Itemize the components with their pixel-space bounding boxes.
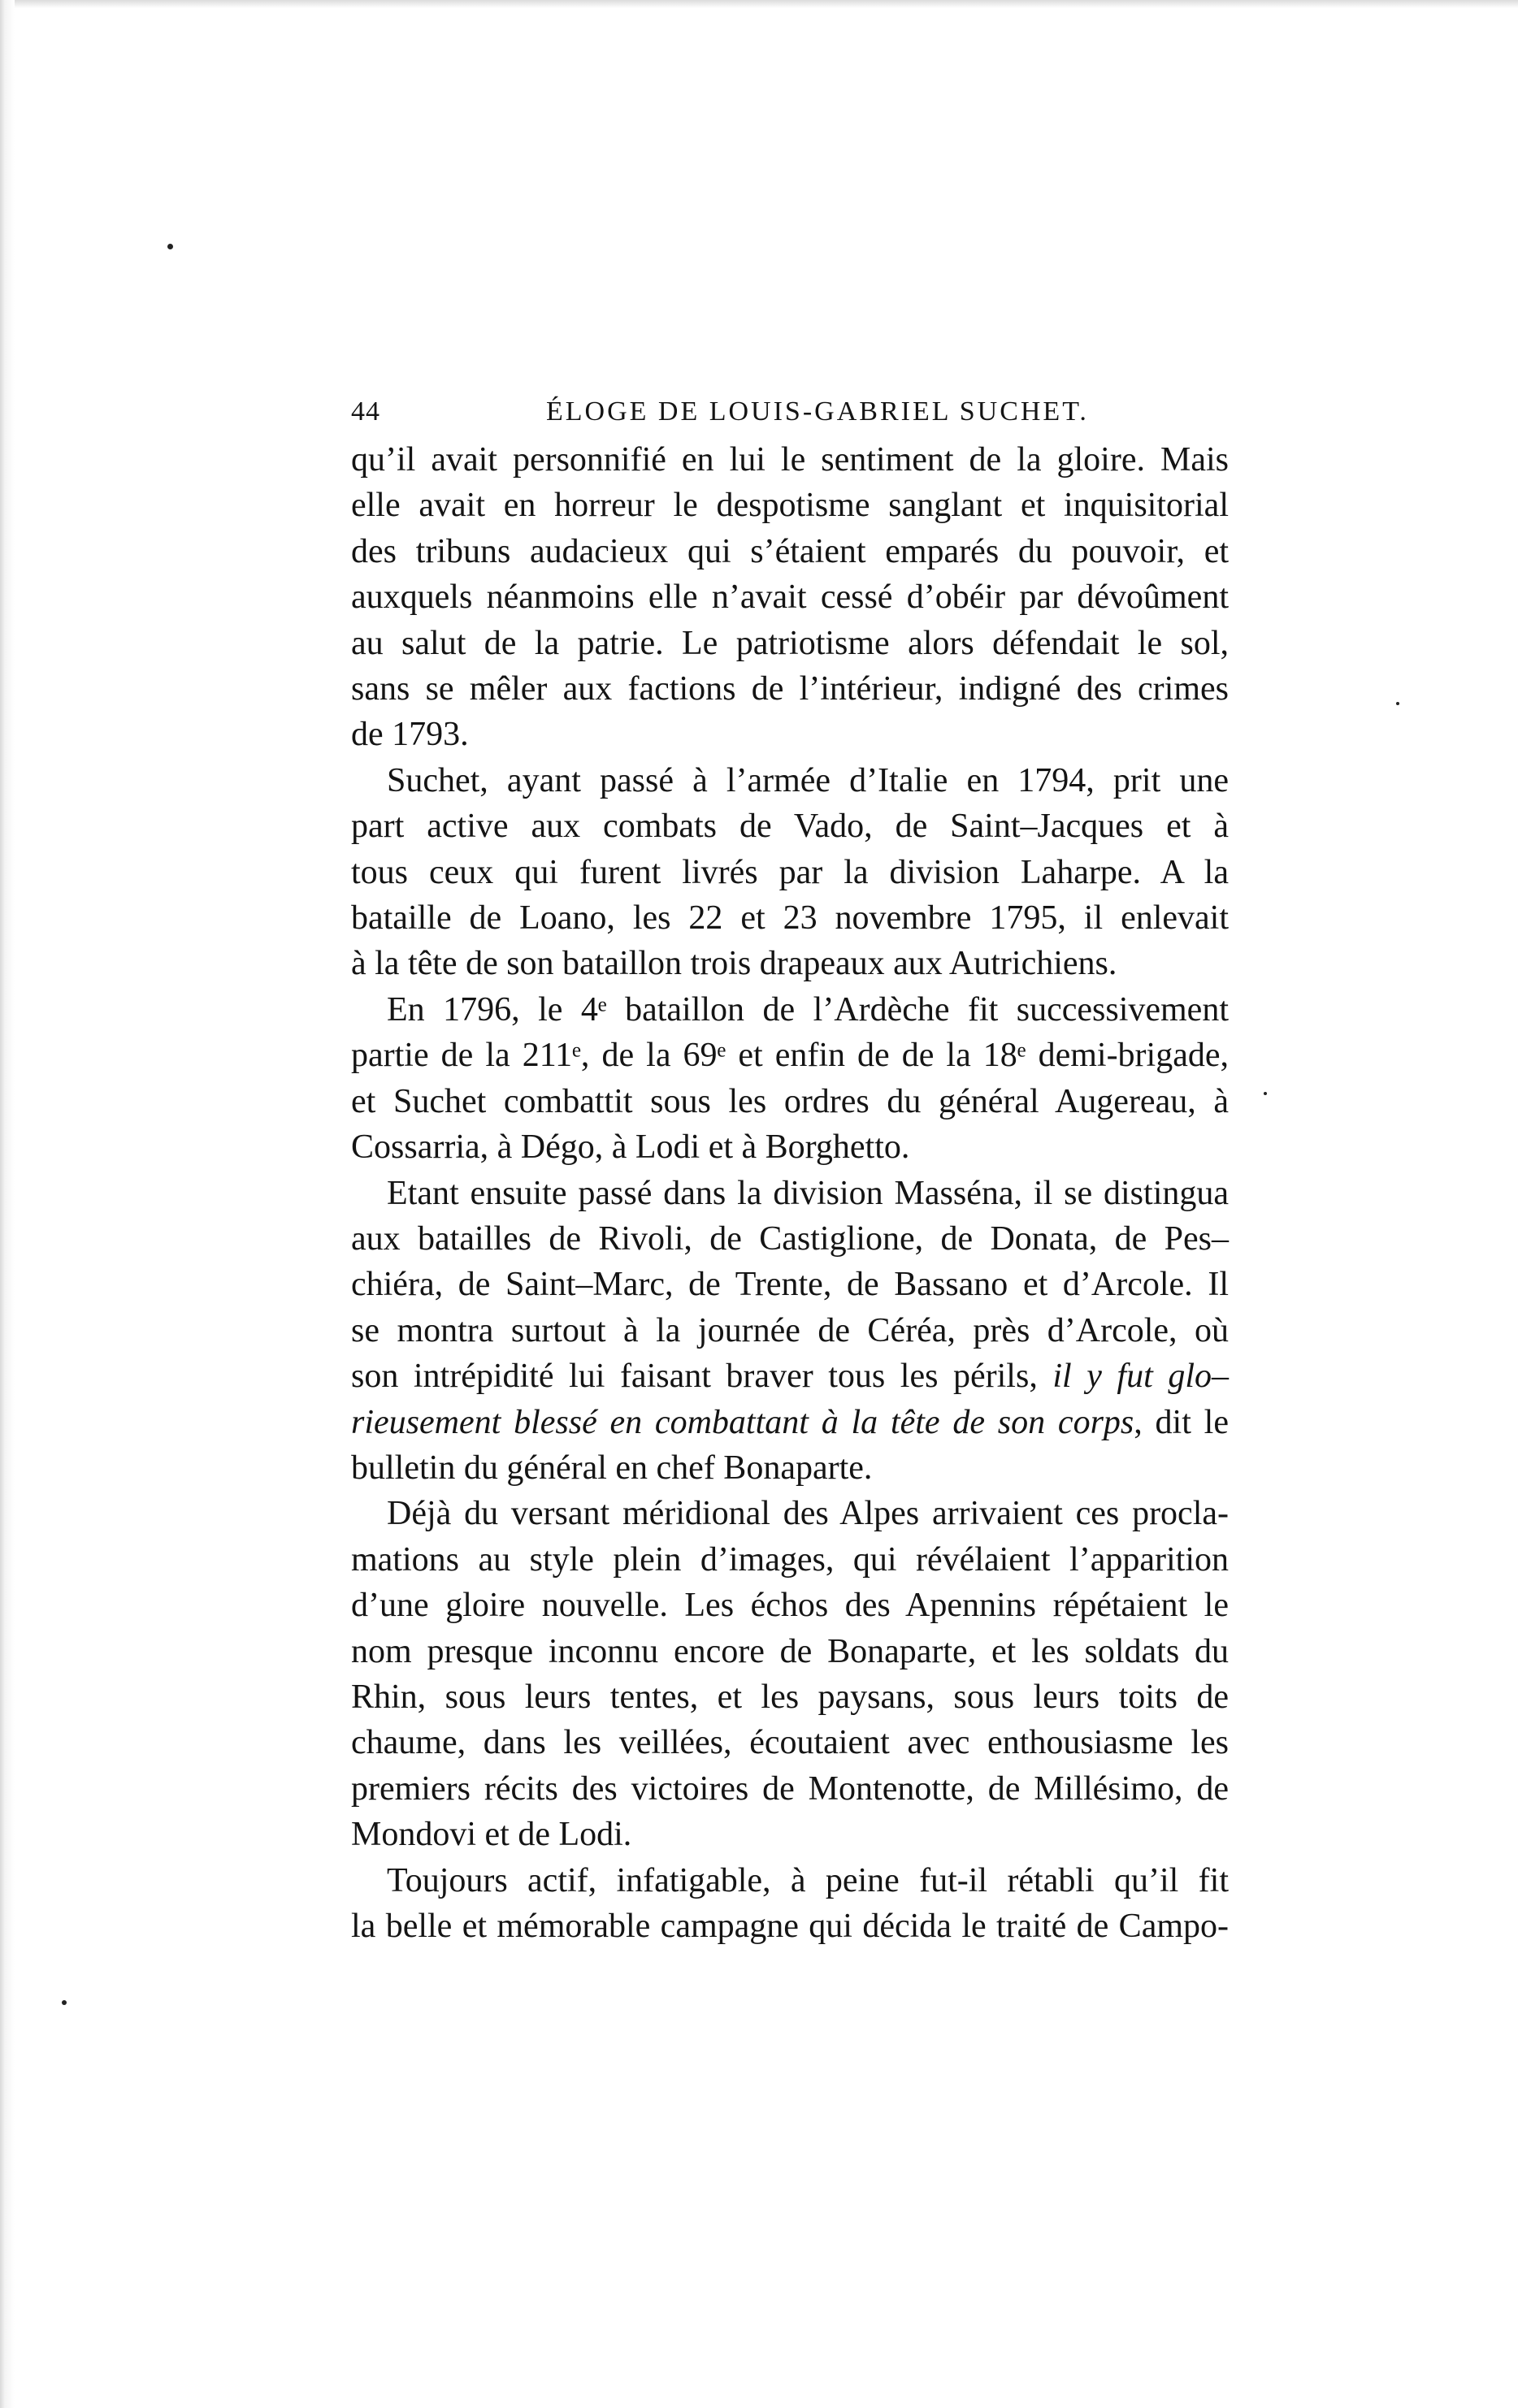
paragraph-4 xyxy=(351,1171,1229,1492)
paragraph-6 xyxy=(351,1858,1229,1950)
text-line: part active aux combats de Vado, de Saint–Jacques et à xyxy=(351,808,1229,846)
text-run: , dit le xyxy=(1134,1403,1229,1441)
text-line: elle avait en horreur le despotisme sanglant et inquisitorial xyxy=(351,487,1229,525)
page-text xyxy=(351,388,1229,1949)
italic-quote: il y fut glo– xyxy=(1052,1358,1229,1396)
text-line: Cossarria, à Dégo, à Lodi et à Borghetto. xyxy=(351,1128,910,1167)
text-line: à la tête de son bataillon trois drapeaux aux Autrichiens. xyxy=(351,945,1117,983)
scan-top-shadow xyxy=(0,0,1518,8)
paragraph-1 xyxy=(351,437,1229,758)
running-title: ÉLOGE DE LOUIS-GABRIEL SUCHET. xyxy=(546,396,1089,427)
paragraph-5 xyxy=(351,1491,1229,1857)
text-line: Mondovi et de Lodi. xyxy=(351,1816,632,1854)
text-line: d’une gloire nouvelle. Les échos des Apennins répétaient le xyxy=(351,1587,1229,1625)
text-line xyxy=(351,1353,1229,1399)
paragraph-3 xyxy=(351,987,1229,1171)
text-line: et Suchet combattit sous les ordres du général Augereau, à xyxy=(351,1082,1229,1120)
running-head xyxy=(351,388,1229,437)
text-line: Rhin, sous leurs tentes, et les paysans, sous leurs toits de xyxy=(351,1678,1229,1716)
text-line xyxy=(351,1400,1229,1445)
text-line: mations au style plein d’images, qui révélaient l’apparition xyxy=(351,1540,1229,1579)
print-speck xyxy=(167,244,173,249)
print-speck xyxy=(62,2000,67,2005)
text-line: la belle et mémorable campagne qui décida le traité de Campo- xyxy=(351,1908,1229,1945)
text-line: Suchet, ayant passé à l’armée d’Italie en 1794, prit une xyxy=(387,761,1229,799)
text-line: Toujours actif, infatigable, à peine fut-il rétabli qu’il fit xyxy=(387,1861,1229,1899)
text-line: En 1796, le 4ᵉ bataillon de l’Ardèche fit successivement xyxy=(387,990,1229,1029)
text-line: chaume, dans les veillées, écoutaient avec enthousiasme les xyxy=(351,1724,1229,1762)
text-line: qu’il avait personnifié en lui le sentiment de la gloire. Mais xyxy=(351,441,1229,479)
paragraph-2 xyxy=(351,758,1229,987)
print-speck xyxy=(1264,1092,1267,1095)
text-line: nom presque inconnu encore de Bonaparte, et les soldats du xyxy=(351,1632,1229,1670)
text-line: aux batailles de Rivoli, de Castiglione, de Donata, de Pes– xyxy=(351,1219,1229,1258)
text-line: des tribuns audacieux qui s’étaient emparés du pouvoir, et xyxy=(351,532,1229,570)
page-number: 44 xyxy=(351,396,380,427)
text-line: bataille de Loano, les 22 et 23 novembre 1795, il enlevait xyxy=(351,899,1229,938)
text-line: partie de la 211ᵉ, de la 69ᵉ et enfin de de la 18ᵉ demi-brigade, xyxy=(351,1037,1229,1075)
text-line: se montra surtout à la journée de Céréa, près d’Arcole, où xyxy=(351,1311,1229,1349)
text-line: bulletin du général en chef Bonaparte. xyxy=(351,1449,873,1487)
italic-quote: rieusement blessé en combattant à la tête de son corps xyxy=(351,1403,1134,1441)
print-speck xyxy=(1396,702,1399,705)
scan-binding-shadow xyxy=(0,0,15,2408)
text-line: Etant ensuite passé dans la division Masséna, il se distingua xyxy=(387,1174,1229,1212)
text-line: sans se mêler aux factions de l’intérieur, indigné des crimes xyxy=(351,670,1229,708)
text-run: son intrépidité lui faisant braver tous les périls, xyxy=(351,1358,1053,1396)
text-line: auxquels néanmoins elle n’avait cessé d’obéir par dévoûment xyxy=(351,578,1229,617)
text-line: de 1793. xyxy=(351,716,469,754)
text-line: premiers récits des victoires de Montenotte, de Millésimo, de xyxy=(351,1769,1229,1808)
text-line: au salut de la patrie. Le patriotisme alors défendait le sol, xyxy=(351,624,1229,662)
text-line: Déjà du versant méridional des Alpes arrivaient ces procla- xyxy=(387,1495,1229,1533)
text-line: chiéra, de Saint–Marc, de Trente, de Bassano et d’Arcole. Il xyxy=(351,1266,1229,1304)
text-line: tous ceux qui furent livrés par la division Laharpe. A la xyxy=(351,853,1229,891)
